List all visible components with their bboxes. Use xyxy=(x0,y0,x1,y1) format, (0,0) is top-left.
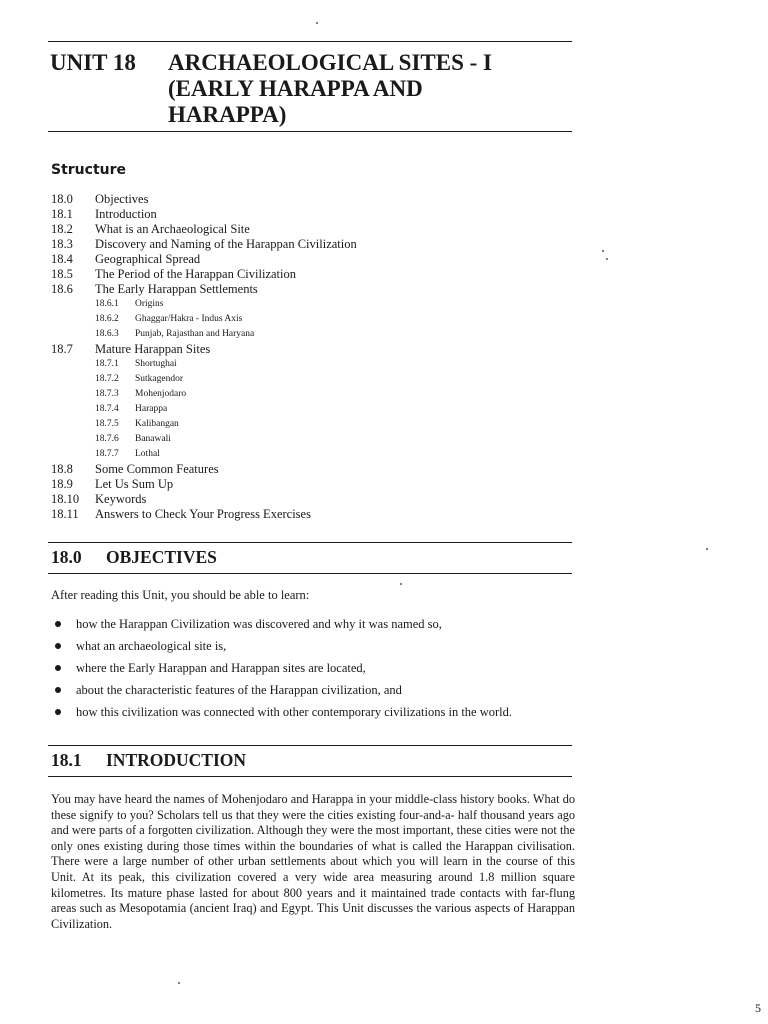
structure-item-text: Sutkagendor xyxy=(135,374,184,384)
objective-text: how this civilization was connected with other contemporary civilizations in the world. xyxy=(76,705,512,719)
structure-item-text: Ghaggar/Hakra - Indus Axis xyxy=(135,314,243,324)
bullet-icon xyxy=(55,709,61,715)
objective-text: how the Harappan Civilization was discovered and why it was named so, xyxy=(76,617,442,631)
objectives-heading xyxy=(51,547,217,568)
structure-item xyxy=(51,507,571,522)
structure-item-number: 18.7.5 xyxy=(95,419,119,429)
introduction-number: 18.1 xyxy=(51,750,82,770)
structure-subitem xyxy=(51,402,571,417)
structure-item-number: 18.9 xyxy=(51,477,73,491)
unit-title-line-2: (EARLY HARAPPA AND xyxy=(168,76,423,101)
structure-item-number: 18.10 xyxy=(51,492,80,506)
introduction-paragraph: You may have heard the names of Mohenjodaro and Harappa in your middle-class history books. What do these signify to you? Scholars tell us that they were the cities existing four-and-a- half thousand years ago and were parts of a forgotten civilization. Although they were the most important, these cities were not the only ones existing during those times within the boundaries of what is called the Harappan civilisation. There were a large number of other urban settlements about which you will learn in the course of this Unit. At its peak, this civilization covered a very wide area measuring around 1.8 million square kilometres. Its mature phase lasted for about 800 years and it maintained trade contacts with far-flung areas such as Mesopotamia (ancient Iraq) and Egypt. This Unit discusses the various aspects of Harappan Civilization. xyxy=(51,792,575,931)
structure-item-number: 18.6.1 xyxy=(95,299,119,309)
scan-speck xyxy=(602,250,604,252)
structure-item-number: 18.7.2 xyxy=(95,374,119,384)
structure-item xyxy=(51,342,571,357)
scan-speck xyxy=(706,548,708,550)
objective-item xyxy=(51,613,576,635)
structure-item-number: 18.7.7 xyxy=(95,449,119,459)
objectives-number: 18.0 xyxy=(51,547,82,567)
structure-item-number: 18.5 xyxy=(51,267,73,281)
structure-item-number: 18.7.6 xyxy=(95,434,119,444)
structure-item-text: The Early Harappan Settlements xyxy=(95,282,258,296)
objectives-list xyxy=(51,613,576,723)
structure-item xyxy=(51,237,571,252)
scan-speck xyxy=(606,258,608,260)
structure-heading: Structure xyxy=(51,162,127,178)
structure-item xyxy=(51,477,571,492)
structure-item xyxy=(51,207,571,222)
objective-item xyxy=(51,635,576,657)
introduction-title: INTRODUCTION xyxy=(106,750,247,770)
structure-item-text: Punjab, Rajasthan and Haryana xyxy=(135,329,255,339)
structure-item-number: 18.1 xyxy=(51,207,73,221)
structure-item-text: Mohenjodaro xyxy=(135,389,187,399)
scan-speck xyxy=(400,583,402,585)
structure-item-number: 18.6 xyxy=(51,282,73,296)
unit-title-line-1: ARCHAEOLOGICAL SITES - I xyxy=(168,50,492,75)
structure-subitem xyxy=(51,357,571,372)
structure-item-text: Banawali xyxy=(135,434,171,444)
structure-subitem xyxy=(51,297,571,312)
structure-subitem xyxy=(51,387,571,402)
structure-item xyxy=(51,252,571,267)
bullet-icon xyxy=(55,621,61,627)
introduction-top-rule xyxy=(48,745,572,746)
structure-item-number: 18.8 xyxy=(51,462,73,476)
page-number: 5 xyxy=(755,1001,761,1015)
objectives-title: OBJECTIVES xyxy=(106,547,217,567)
structure-item xyxy=(51,192,571,207)
structure-item-text: Lothal xyxy=(135,449,160,459)
introduction-bottom-rule xyxy=(48,776,572,777)
header-bottom-rule xyxy=(48,131,572,132)
structure-item-text: Some Common Features xyxy=(95,462,219,476)
introduction-heading xyxy=(51,750,246,771)
structure-subitem xyxy=(51,312,571,327)
structure-item-number: 18.7.3 xyxy=(95,389,119,399)
structure-item-number: 18.6.3 xyxy=(95,329,119,339)
structure-item-text: Harappa xyxy=(135,404,168,414)
structure-item xyxy=(51,492,571,507)
structure-item-text: Answers to Check Your Progress Exercises xyxy=(95,507,311,521)
objectives-intro: After reading this Unit, you should be able to learn: xyxy=(51,588,310,602)
unit-label: UNIT 18 xyxy=(50,50,136,75)
structure-subitem xyxy=(51,372,571,387)
structure-item-number: 18.11 xyxy=(51,507,79,521)
objective-text: about the characteristic features of the Harappan civilization, and xyxy=(76,683,402,697)
structure-item-number: 18.6.2 xyxy=(95,314,119,324)
structure-subitem xyxy=(51,417,571,432)
bullet-icon xyxy=(55,687,61,693)
objectives-top-rule xyxy=(48,542,572,543)
structure-item-text: Mature Harappan Sites xyxy=(95,342,211,356)
structure-item-number: 18.2 xyxy=(51,222,73,236)
bullet-icon xyxy=(55,665,61,671)
structure-item-number: 18.0 xyxy=(51,192,73,206)
structure-item-text: Shortughai xyxy=(135,359,177,369)
structure-item-text: Keywords xyxy=(95,492,147,506)
structure-item xyxy=(51,267,571,282)
structure-item-number: 18.7 xyxy=(51,342,73,356)
scan-speck xyxy=(178,982,180,984)
scan-speck xyxy=(316,22,318,24)
header-top-rule xyxy=(48,41,572,42)
structure-list xyxy=(51,192,571,522)
structure-item xyxy=(51,462,571,477)
objective-item xyxy=(51,701,576,723)
unit-title-line-3: HARAPPA) xyxy=(168,102,287,127)
structure-item-text: Discovery and Naming of the Harappan Civilization xyxy=(95,237,357,251)
objective-text: where the Early Harappan and Harappan sites are located, xyxy=(76,661,366,675)
structure-item-number: 18.7.4 xyxy=(95,404,119,414)
objective-text: what an archaeological site is, xyxy=(76,639,227,653)
structure-item-text: Kalibangan xyxy=(135,419,179,429)
objective-item xyxy=(51,679,576,701)
structure-item xyxy=(51,282,571,297)
structure-item-number: 18.4 xyxy=(51,252,73,266)
structure-item-text: What is an Archaeological Site xyxy=(95,222,250,236)
structure-subitem xyxy=(51,432,571,447)
structure-subitem xyxy=(51,447,571,462)
unit-title xyxy=(168,50,492,128)
structure-item-text: Let Us Sum Up xyxy=(95,477,174,491)
structure-item xyxy=(51,222,571,237)
structure-item-text: Geographical Spread xyxy=(95,252,201,266)
structure-item-number: 18.3 xyxy=(51,237,73,251)
structure-item-text: The Period of the Harappan Civilization xyxy=(95,267,296,281)
structure-item-text: Introduction xyxy=(95,207,157,221)
structure-item-number: 18.7.1 xyxy=(95,359,119,369)
structure-item-text: Objectives xyxy=(95,192,149,206)
structure-subitem xyxy=(51,327,571,342)
objective-item xyxy=(51,657,576,679)
structure-item-text: Origins xyxy=(135,299,164,309)
bullet-icon xyxy=(55,643,61,649)
objectives-bottom-rule xyxy=(48,573,572,574)
